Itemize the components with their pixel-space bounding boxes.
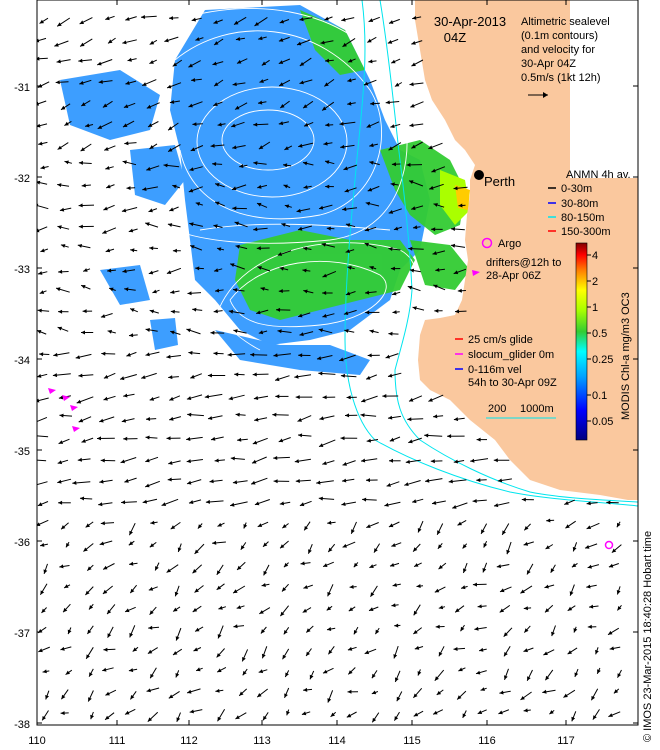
colorbar-tick-label: 4 — [592, 250, 599, 262]
lat-tick-label: -36 — [14, 537, 30, 549]
glider-legend-item — [455, 349, 554, 361]
credit-text: © IMOS 23-Mar-2015 18:40:28 Hobart time — [642, 530, 654, 742]
drifter-legend-line: drifters@12h to — [486, 257, 562, 269]
glider-legend-label: 0-116m vel — [468, 364, 522, 376]
lon-tick-label: 116 — [478, 735, 496, 747]
lon-tick-label: 112 — [180, 735, 198, 747]
lat-tick-label: -35 — [14, 446, 30, 458]
colorbar-label: MODIS Chl-a mg/m3 OC3 — [620, 292, 632, 420]
isobath-legend-1000: 1000m — [520, 403, 554, 415]
lon-axis-labels — [28, 735, 575, 747]
sealevel-legend-line: and velocity for — [521, 44, 595, 56]
lat-tick-label: -34 — [14, 355, 30, 367]
colorbar-tick-label: 0.1 — [592, 390, 608, 402]
map-title-date: 30-Apr-2013 — [433, 14, 507, 29]
colorbar-tick-label: 2 — [592, 276, 599, 288]
anmn-legend-title: ANMN 4h av. — [566, 169, 631, 181]
glider-legend-label: slocum_glider 0m — [468, 349, 555, 361]
lon-tick-label: 115 — [403, 735, 421, 747]
colorbar-tick-label: 0.5 — [592, 328, 608, 340]
glider-legend-label: 25 cm/s glide — [468, 334, 533, 346]
anmn-legend-label: 30-80m — [561, 198, 599, 210]
velocity-vector-head — [31, 434, 35, 438]
lon-tick-label: 117 — [557, 735, 575, 747]
colorbar-gradient — [576, 243, 587, 440]
velocity-vector-head — [33, 420, 37, 424]
lat-axis-labels — [14, 82, 30, 731]
lat-tick-label: -38 — [14, 719, 30, 731]
sealevel-legend-line: 30-Apr 04Z — [521, 58, 577, 70]
sealevel-legend-line: (0.1m contours) — [521, 30, 599, 42]
drifter-legend-line: 28-Apr 06Z — [486, 270, 542, 282]
lat-tick-label: -32 — [14, 173, 30, 185]
velocity-vector-head — [31, 483, 35, 487]
anmn-legend-label: 80-150m — [561, 212, 605, 224]
anmn-legend-label: 150-300m — [561, 226, 611, 238]
glider-legend-extra: 54h to 30-Apr 09Z — [468, 377, 557, 389]
colorbar-tick-label: 0.05 — [592, 416, 614, 428]
lon-tick-label: 111 — [108, 735, 126, 747]
perth-label: Perth — [484, 174, 516, 189]
colorbar-tick-label: 1 — [592, 302, 599, 314]
lon-tick-label: 113 — [253, 735, 271, 747]
anmn-legend-label: 0-30m — [561, 183, 593, 195]
argo-legend-label: Argo — [498, 238, 522, 250]
lat-tick-label: -31 — [14, 82, 30, 94]
sealevel-legend-line: 0.5m/s (1kt 12h) — [521, 72, 601, 84]
sealevel-legend-line: Altimetric sealevel — [521, 16, 610, 28]
isobath-legend-200: 200 — [488, 403, 507, 415]
colorbar-tick-label: 0.25 — [592, 354, 614, 366]
lat-tick-label: -37 — [14, 628, 30, 640]
velocity-vector-head — [32, 458, 36, 462]
lat-tick-label: -33 — [14, 264, 30, 276]
perth-marker — [474, 170, 484, 180]
lon-tick-label: 114 — [328, 735, 346, 747]
map-title-time: 04Z — [443, 30, 467, 45]
lon-tick-label: 110 — [28, 735, 46, 747]
